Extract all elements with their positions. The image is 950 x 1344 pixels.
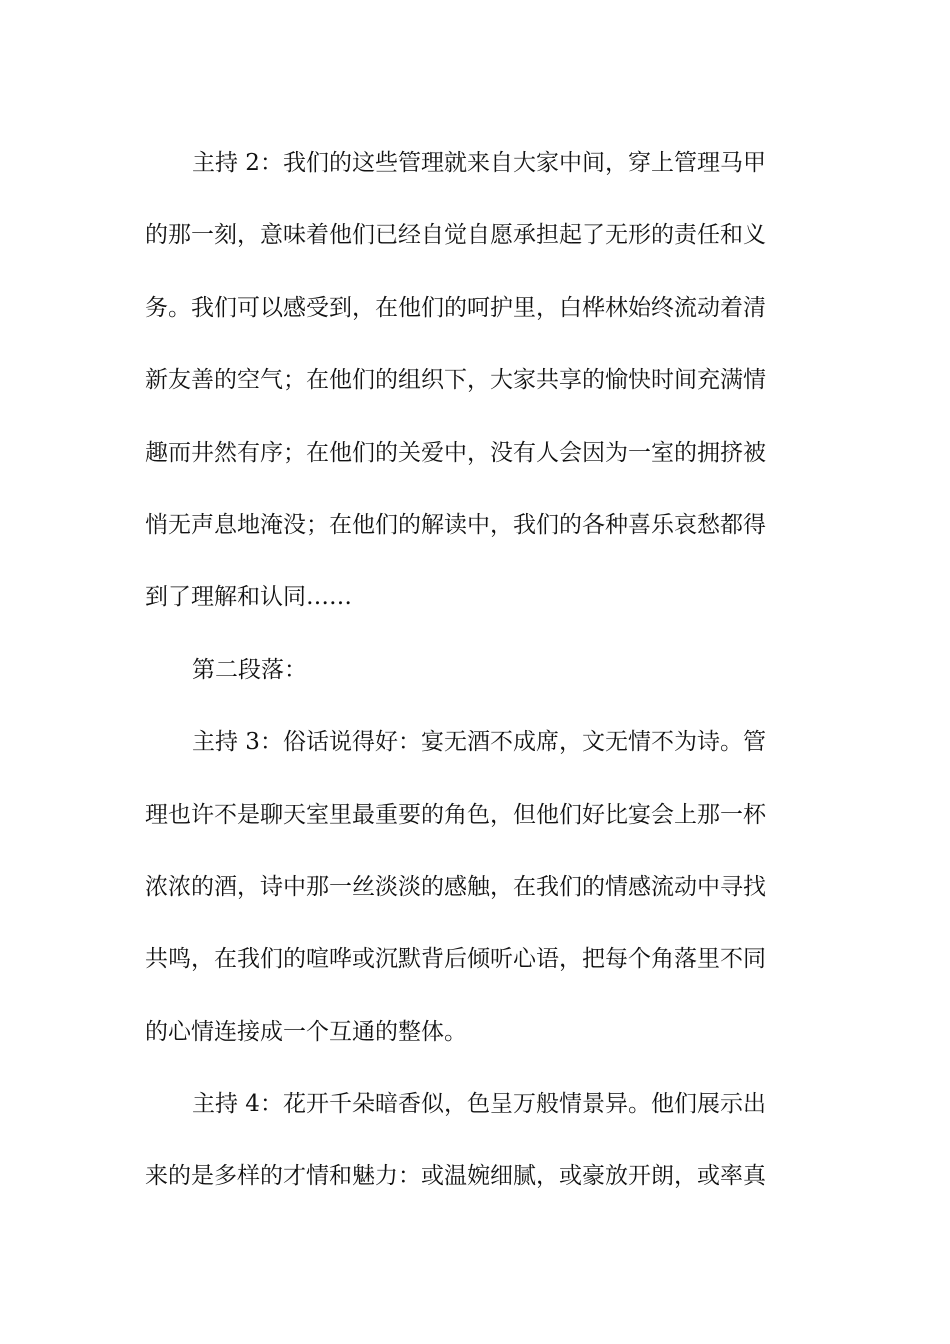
document-body xyxy=(145,127,807,1213)
text-line: 的那一刻，意味着他们已经自觉自愿承担起了无形的责任和义 xyxy=(145,222,766,249)
text-line: 理也许不是聊天室里最重要的角色，但他们好比宴会上那一杯 xyxy=(145,801,766,828)
text-line: 浓浓的酒，诗中那一丝淡淡的感触，在我们的情感流动中寻找 xyxy=(145,873,766,900)
text-line: 到了理解和认同…… xyxy=(145,584,352,611)
text-line: 新友善的空气；在他们的组织下，大家共享的愉快时间充满情 xyxy=(145,367,766,394)
text-line: 主持 3：俗话说得好：宴无酒不成席，文无情不为诗。管 xyxy=(192,729,766,756)
text-line: 务。我们可以感受到，在他们的呵护里，白桦林始终流动着清 xyxy=(145,294,766,321)
text-line: 悄无声息地淹没；在他们的解读中，我们的各种喜乐哀愁都得 xyxy=(145,511,766,538)
paragraph-host-3 xyxy=(145,706,807,1068)
paragraph-host-2 xyxy=(145,127,807,634)
text-line: 主持 2：我们的这些管理就来自大家中间，穿上管理马甲 xyxy=(192,150,766,176)
text-line: 的心情连接成一个互通的整体。 xyxy=(145,1018,467,1045)
text-line: 共鸣，在我们的喧哗或沉默背后倾听心语，把每个角落里不同 xyxy=(145,946,766,973)
text-line: 来的是多样的才情和魅力：或温婉细腻，或豪放开朗，或率真 xyxy=(145,1163,766,1190)
section-heading xyxy=(145,634,807,706)
section-heading-text: 第二段落： xyxy=(192,656,307,683)
text-line: 主持 4：花开千朵暗香似，色呈万般情景异。他们展示出 xyxy=(192,1091,766,1118)
paragraph-host-4 xyxy=(145,1068,807,1213)
text-line: 趣而井然有序；在他们的关爱中，没有人会因为一室的拥挤被 xyxy=(145,439,766,466)
